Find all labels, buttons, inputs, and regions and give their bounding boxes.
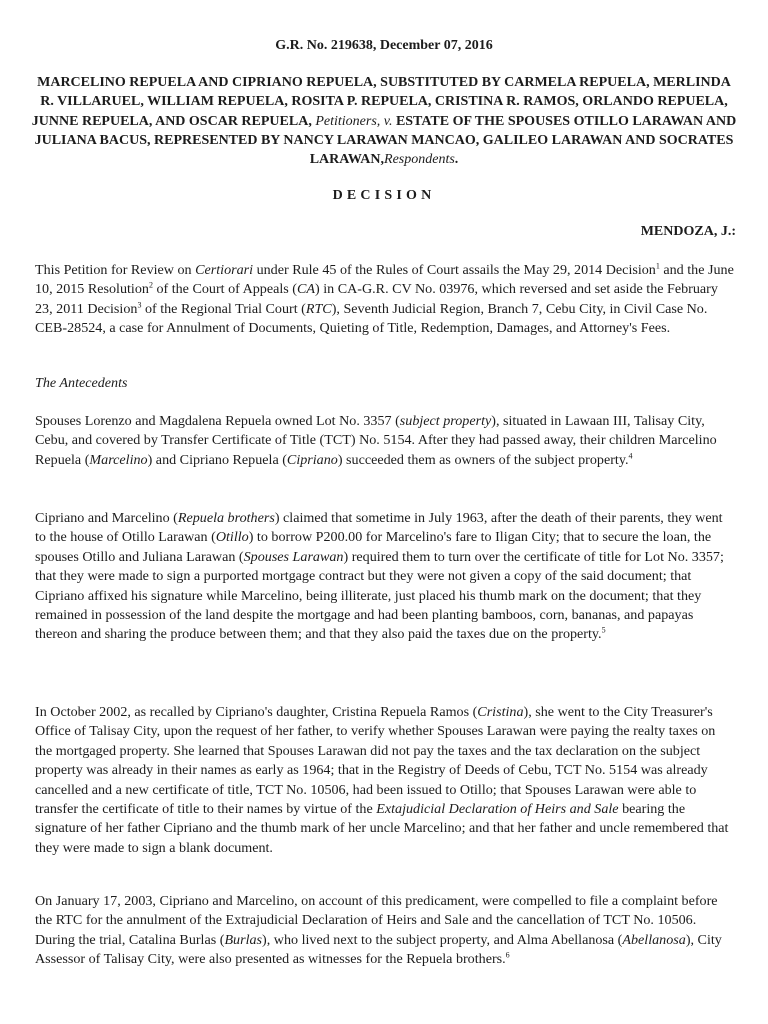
footnote-ref-6[interactable]: 6 [505,950,510,960]
footnote-ref-1[interactable]: 1 [655,261,660,271]
paragraph-complaint: On January 17, 2003, Cipriano and Marcelino, on account of this predicament, were compelled to file a complaint before the RTC for the annulment of the Extrajudicial Declaration of Heirs and Sale and the cancellation of TCT No. 10506. During the trial, Catalina Burlas (Burlas), who lived next to the subject property, and Alma Abellanosa (Abellanosa), City Assessor of Talisay City, were also presented as witnesses for the Repuela brothers.$^6$ [35,893,722,968]
ponente: MENDOZA, J.: [640,224,736,239]
paragraph-subject-property: Spouses Lorenzo and Magdalena Repuela owned Lot No. 3357 (subject property), situated in Lawaan III, Talisay City, Cebu, and covered by Transfer Certificate of Title (TCT) No. 5154. After they had passed away, their children Marcelino Repuela (Marcelino) and Cipriano Repuela (Cipriano) succeeded them as owners of the subject property.$^4$ [35,413,717,468]
respondents-label: Respondents [384,152,455,168]
decision-title: DECISION [332,188,436,203]
footnote-ref-5[interactable]: 5 [601,625,606,635]
case-number: G.R. No. 219638, December 07, 2016 [275,38,493,53]
paragraph-cristina-account: In October 2002, as recalled by Cipriano's daughter, Cristina Repuela Ramos (Cristina), she went to the City Treasurer's Office of Talisay City, upon the request of her father, to verify whether Spouses Larawan were paying the realty taxes on the mortgaged property. She learned that Spouses Larawan did not pay the taxes and the tax declaration on the subject property was already in their names as early as 1964; that in the Registry of Deeds of Cebu, TCT No. 5154 was already cancelled and a new certificate of title, TCT No. 10506, had been issued to Otillo; that Spouses Larawan were able to transfer the certificate of title to their names by virtue of the Extajudicial Declaration of Heirs and Sale bearing the signature of her father Cipriano and the thumb mark of her uncle Marcelino; and that her father and uncle remembered that they were made to sign a blank document. [35,704,729,856]
footnote-ref-3[interactable]: 3 [137,300,142,310]
case-parties [30,73,738,169]
respondents-names: ESTATE OF THE SPOUSES OTILLO LARAWAN AND JULIANA BACUS, REPRESENTED BY NANCY LARAWAN MANCAO, GALILEO LARAWAN AND SOCRATES LARAWAN, [34,113,737,168]
section-heading-antecedents: The Antecedents [35,375,128,391]
footnote-ref-4[interactable]: 4 [628,451,633,461]
footnote-ref-2[interactable]: 2 [148,280,153,290]
paragraph-repuela-claim: Cipriano and Marcelino (Repuela brothers) claimed that sometime in July 1963, after the death of their parents, they went to the house of Otillo Larawan (Otillo) to borrow P200.00 for Marcelino's fare to Iligan City; that to secure the loan, the spouses Otillo and Juliana Larawan (Spouses Larawan) required them to turn over the certificate of title for Lot No. 3357; that they were made to sign a purported mortgage contract but they were not given a copy of the said document; that Cipriano affixed his signature while Marcelino, being illiterate, just placed his thumb mark on the document; that they remained in possession of the land despite the mortgage and had been planting bamboos, corn, bananas, and papayas thereon and sharing the produce between them; and that they also paid the taxes due on the property.$^5$ [35,510,724,643]
paragraph-petition: This Petition for Review on Certiorari under Rule 45 of the Rules of Court assails the May 29, 2014 Decision$^1$ and the June 10, 2015 Resolution$^2$ of the Court of Appeals (CA) in CA-G.R. CV No. 03976, which reversed and set aside the February 23, 2011 Decision$^3$ of the Regional Trial Court (RTC), Seventh Judicial Region, Branch 7, Cebu City, in Civil Case No. CEB-28524, a case for Annulment of Documents, Quieting of Title, Redemption, Damages, and Attorney's Fees. [35,261,734,337]
petitioners-names: MARCELINO REPUELA AND CIPRIANO REPUELA, SUBSTITUTED BY CARMELA REPUELA, MERLINDA R. VILLARUEL, WILLIAM REPUELA, ROSITA P. REPUELA, CRISTINA R. RAMOS, ORLANDO REPUELA, JUNNE REPUELA, AND OSCAR REPUELA, [31,75,731,129]
parties-period: . [454,152,459,168]
petitioners-label: Petitioners, v. [315,113,393,129]
